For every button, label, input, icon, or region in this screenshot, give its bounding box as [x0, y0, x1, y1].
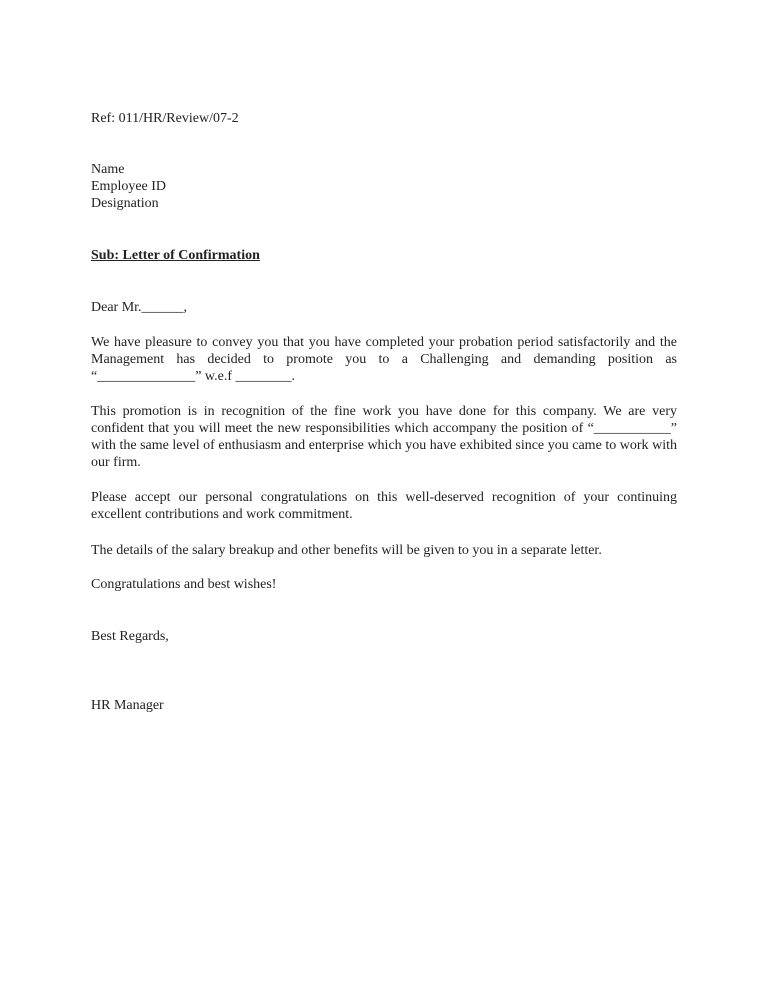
- recipient-employee-id-label: Employee ID: [91, 179, 167, 194]
- salutation: Dear Mr.______,: [91, 300, 188, 315]
- signatory: HR Manager: [91, 698, 164, 713]
- paragraph-salary-details: The details of the salary breakup and other benefits will be given to you in a separate letter.: [91, 543, 602, 558]
- recipient-designation-label: Designation: [91, 196, 159, 211]
- paragraph-congratulations: Please accept our personal congratulations on this well-deserved recognition of your continuing excellent contributions and work commitment.: [91, 490, 677, 522]
- subject-line: Sub: Letter of Confirmation: [91, 248, 260, 263]
- paragraph-best-wishes: Congratulations and best wishes!: [91, 577, 277, 592]
- closing: Best Regards,: [91, 629, 169, 644]
- paragraph-recognition: This promotion is in recognition of the fine work you have done for this company. We are very confident that you will meet the new responsibilities which accompany the position of “___________” with the same level of enthusiasm and enterprise which you have exhibited since you came to work with our firm.: [91, 404, 677, 470]
- reference-number: Ref: 011/HR/Review/07-2: [91, 111, 239, 126]
- paragraph-promotion: We have pleasure to convey you that you have completed your probation period satisfactorily and the Management has decided to promote you to a Challenging and demanding position as “______________” w.e.f ________.: [91, 335, 677, 384]
- recipient-name-label: Name: [91, 162, 125, 177]
- recipient-block: [91, 161, 677, 212]
